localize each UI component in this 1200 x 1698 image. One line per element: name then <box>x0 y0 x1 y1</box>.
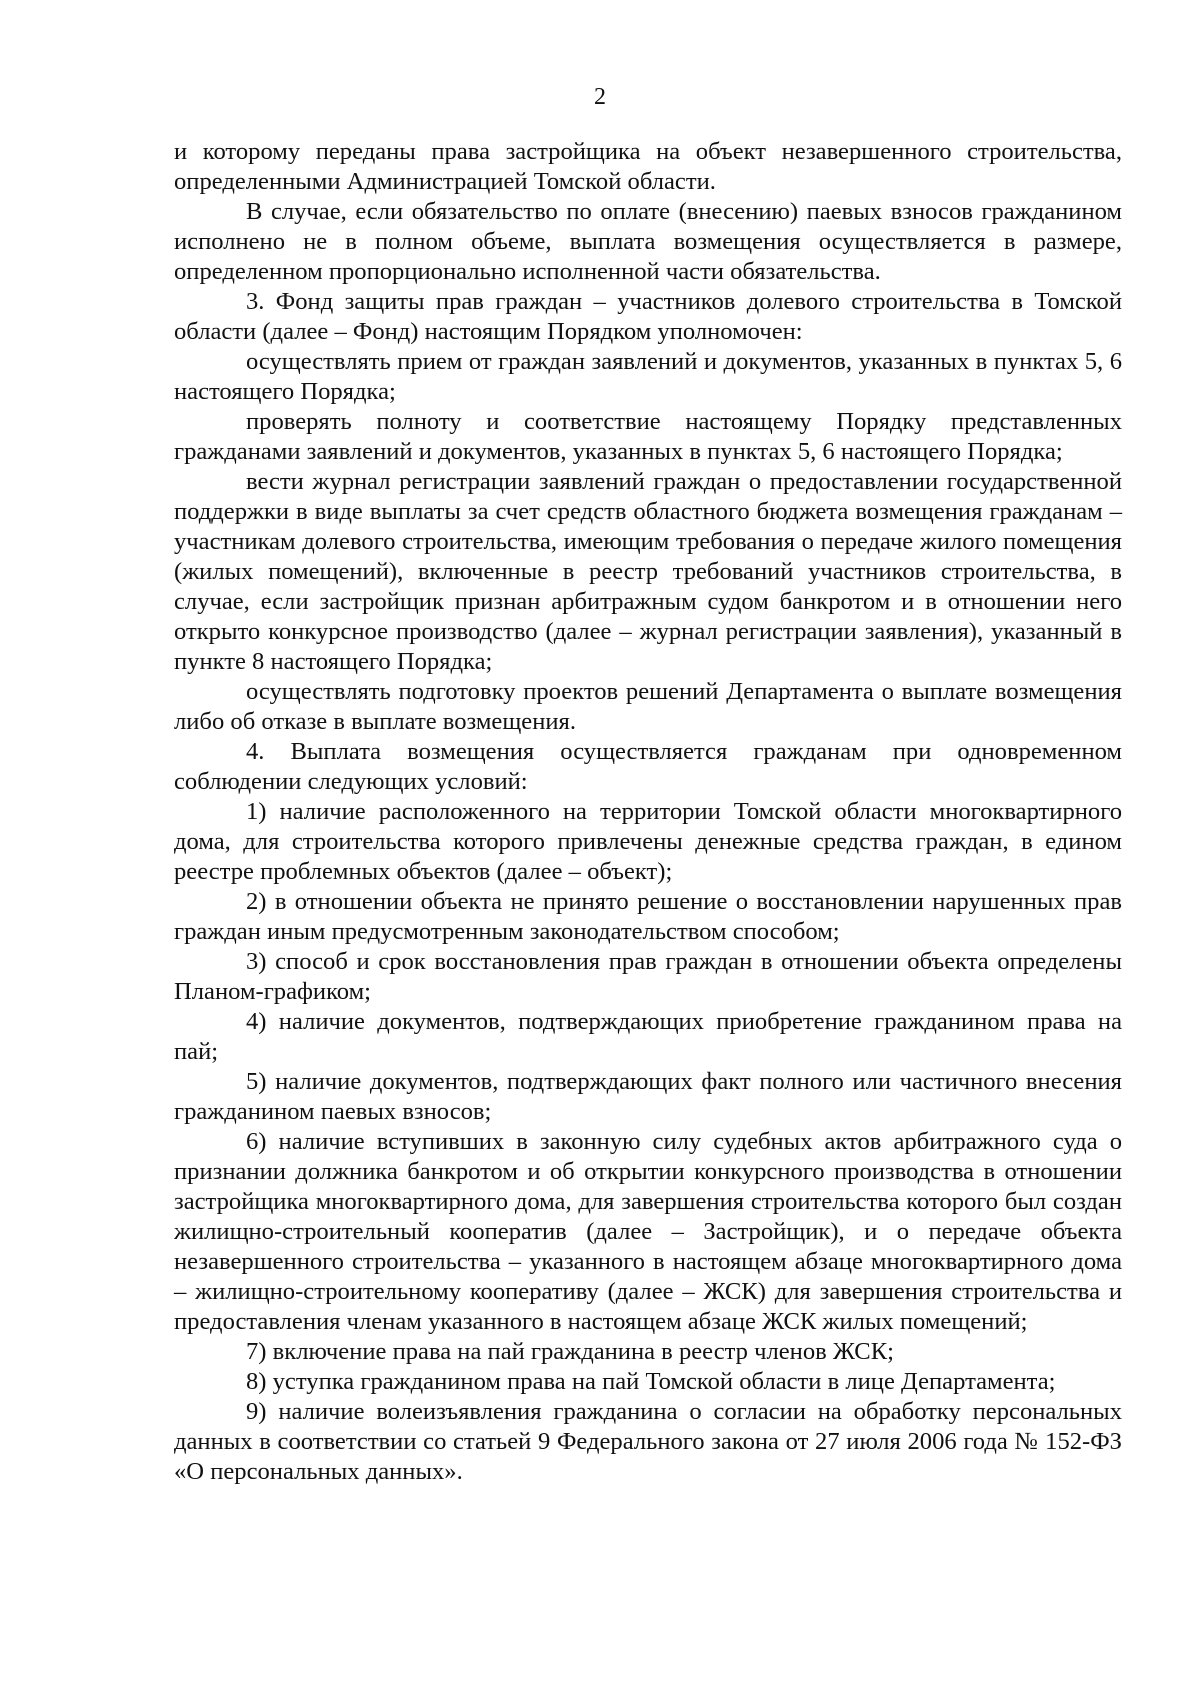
paragraph-condition-7: 7) включение права на пай гражданина в реестр членов ЖСК; <box>246 1338 894 1365</box>
paragraph-condition-2: 2) в отношении объекта не принято решение о восстановлении нарушенных прав граждан иным предусмотренным законодательством способом; <box>174 888 1122 945</box>
paragraph-item-4-conditions: 4. Выплата возмещения осуществляется гражданам при одновременном соблюдении следующих условий: <box>174 738 1122 795</box>
paragraph-fund-duty-prepare: осуществлять подготовку проектов решений Департамента о выплате возмещения либо об отказе в выплате возмещения. <box>174 678 1122 735</box>
paragraph-fund-duty-journal: вести журнал регистрации заявлений граждан о предоставлении государственной поддержки в виде выплаты за счет средств областного бюджета возмещения гражданам – участникам долевого строительства, имеющим требования о передаче жилого помещения (жилых помещений), включенные в реестр требований участников строительства, в случае, если застройщик признан арбитражным судом банкротом и в отношении него открыто конкурсное производство (далее – журнал регистрации заявления), указанный в пункте 8 настоящего Порядка; <box>174 468 1122 675</box>
paragraph-continuation: и которому переданы права застройщика на объект незавершенного строительства, определенными Администрацией Томской области. <box>174 138 1122 195</box>
paragraph-condition-3: 3) способ и срок восстановления прав граждан в отношении объекта определены Планом-графиком; <box>174 948 1122 1005</box>
paragraph-fund-duty-verify: проверять полноту и соответствие настоящему Порядку представленных гражданами заявлений и документов, указанных в пунктах 5, 6 настоящего Порядка; <box>174 408 1122 465</box>
page-number: 2 <box>594 84 606 110</box>
paragraph-condition-4: 4) наличие документов, подтверждающих приобретение гражданином права на пай; <box>174 1008 1122 1065</box>
document-body <box>174 137 1122 1487</box>
paragraph-condition-9: 9) наличие волеизъявления гражданина о согласии на обработку персональных данных в соответствии со статьей 9 Федерального закона от 27 июля 2006 года № 152-ФЗ «О персональных данных». <box>174 1398 1122 1485</box>
paragraph-condition-8: 8) уступка гражданином права на пай Томской области в лице Департамента; <box>246 1368 1056 1395</box>
paragraph-fund-duty-accept: осуществлять прием от граждан заявлений и документов, указанных в пунктах 5, 6 настоящего Порядка; <box>174 348 1122 405</box>
paragraph-condition-1: 1) наличие расположенного на территории Томской области многоквартирного дома, для строительства которого привлечены денежные средства граждан, в едином реестре проблемных объектов (далее – объект); <box>174 798 1122 885</box>
paragraph-condition-5: 5) наличие документов, подтверждающих факт полного или частичного внесения гражданином паевых взносов; <box>174 1068 1122 1125</box>
paragraph-item-3-fund: 3. Фонд защиты прав граждан – участников долевого строительства в Томской области (далее – Фонд) настоящим Порядком уполномочен: <box>174 288 1122 345</box>
paragraph-condition-6: 6) наличие вступивших в законную силу судебных актов арбитражного суда о признании должника банкротом и об открытии конкурсного производства в отношении застройщика многоквартирного дома, для завершения строительства которого был создан жилищно-строительный кооператив (далее – Застройщик), и о передаче объекта незавершенного строительства – указанного в настоящем абзаце многоквартирного дома – жилищно-строительному кооперативу (далее – ЖСК) для завершения строительства и предоставления членам указанного в настоящем абзаце ЖСК жилых помещений; <box>174 1128 1122 1335</box>
paragraph-partial-payment: В случае, если обязательство по оплате (внесению) паевых взносов гражданином исполнено не в полном объеме, выплата возмещения осуществляется в размере, определенном пропорционально исполненной части обязательства. <box>174 198 1122 285</box>
